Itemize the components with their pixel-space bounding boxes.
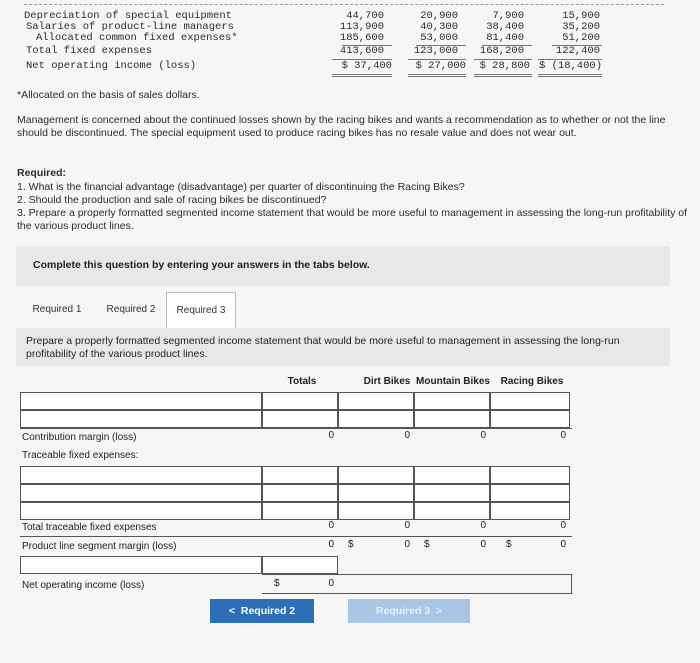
prev-required-button[interactable]: < Required 2	[210, 599, 314, 623]
amount-input[interactable]	[262, 392, 338, 410]
col-header-mountain: Mountain Bikes	[416, 376, 490, 387]
amount-input[interactable]	[490, 484, 570, 502]
row-label-input[interactable]	[20, 392, 262, 410]
amount-input[interactable]	[262, 484, 338, 502]
net-operating-income-row: Net operating income (loss) $ 0	[22, 578, 334, 591]
amount-input[interactable]	[490, 410, 570, 428]
contribution-margin-row: Contribution margin (loss) 0 0 0 0	[22, 430, 566, 443]
row-label: Depreciation of special equipment	[24, 10, 232, 22]
tab-required-1[interactable]: Required 1	[32, 304, 82, 315]
col-header-dirt: Dirt Bikes	[363, 376, 411, 387]
segment-margin-row: Product line segment margin (loss) 0 $ 0 $ 0 $ 0	[22, 539, 566, 552]
required-q3: 3. Prepare a properly formatted segmented income statement that would be more useful to management in assessing the long-run profitability of the various product lines.	[17, 207, 688, 232]
required-q1: 1. What is the financial advantage (disadvantage) per quarter of discontinuing the Racing Bikes?	[17, 181, 465, 193]
amount-input[interactable]	[414, 410, 490, 428]
traceable-fixed-label: Traceable fixed expenses:	[22, 450, 139, 461]
segmented-income-table	[20, 372, 572, 592]
tab-required-3[interactable]: Required 3	[166, 292, 236, 328]
amount-input[interactable]	[338, 392, 414, 410]
statement-row: Salaries of product-line managers 113,900 40,300 38,400 35,200	[26, 21, 600, 33]
chevron-left-icon: <	[228, 605, 236, 617]
statement-row: Depreciation of special equipment 44,700 20,900 7,900 15,900	[24, 10, 600, 22]
prompt-panel: Prepare a properly formatted segmented income statement that would be more useful to management in assessing the long-run profitability of the various product lines.	[16, 328, 670, 366]
amount-input[interactable]	[490, 466, 570, 484]
next-required-button[interactable]: Required 3 >	[348, 599, 470, 623]
required-q2: 2. Should the production and sale of racing bikes be discontinued?	[17, 194, 327, 206]
statement-row: Net operating income (loss) $ 37,400 $ 27,000 $ 28,800 $ (18,400)	[26, 60, 602, 72]
chevron-right-icon: >	[435, 605, 443, 617]
amount-input[interactable]	[490, 392, 570, 410]
row-label-input[interactable]	[20, 410, 262, 428]
amount-input[interactable]	[262, 410, 338, 428]
statement-row: Total fixed expenses 413,600 123,000 168,200 122,400	[26, 45, 600, 57]
total-traceable-row: Total traceable fixed expenses 0 0 0 0	[22, 520, 566, 533]
statement-row: Allocated common fixed expenses* 185,600 53,000 81,400 51,200	[36, 32, 600, 44]
row-label-input[interactable]	[20, 556, 262, 574]
row-label-input[interactable]	[20, 484, 262, 502]
amount-input[interactable]	[414, 466, 490, 484]
amount-input[interactable]	[338, 484, 414, 502]
required-heading: Required:	[17, 167, 67, 179]
amount-input[interactable]	[338, 410, 414, 428]
management-text: Management is concerned about the continued losses shown by the racing bikes and wants a recommendation as to whether or not the line should be discontinued. The special equipment used to produce racing bikes has no resale value and does not wear out.	[17, 114, 666, 139]
tab-required-2[interactable]: Required 2	[106, 304, 156, 315]
amount-input[interactable]	[414, 392, 490, 410]
instructions-banner: Complete this question by entering your answers in the tabs below.	[16, 246, 670, 286]
col-header-totals: Totals	[287, 376, 317, 387]
row-label-input[interactable]	[20, 466, 262, 484]
col-header-racing: Racing Bikes	[500, 376, 564, 387]
amount-input[interactable]	[262, 556, 338, 574]
amount-input[interactable]	[414, 484, 490, 502]
amount-input[interactable]	[262, 466, 338, 484]
footnote: *Allocated on the basis of sales dollars.	[17, 89, 200, 101]
amount-input[interactable]	[338, 466, 414, 484]
